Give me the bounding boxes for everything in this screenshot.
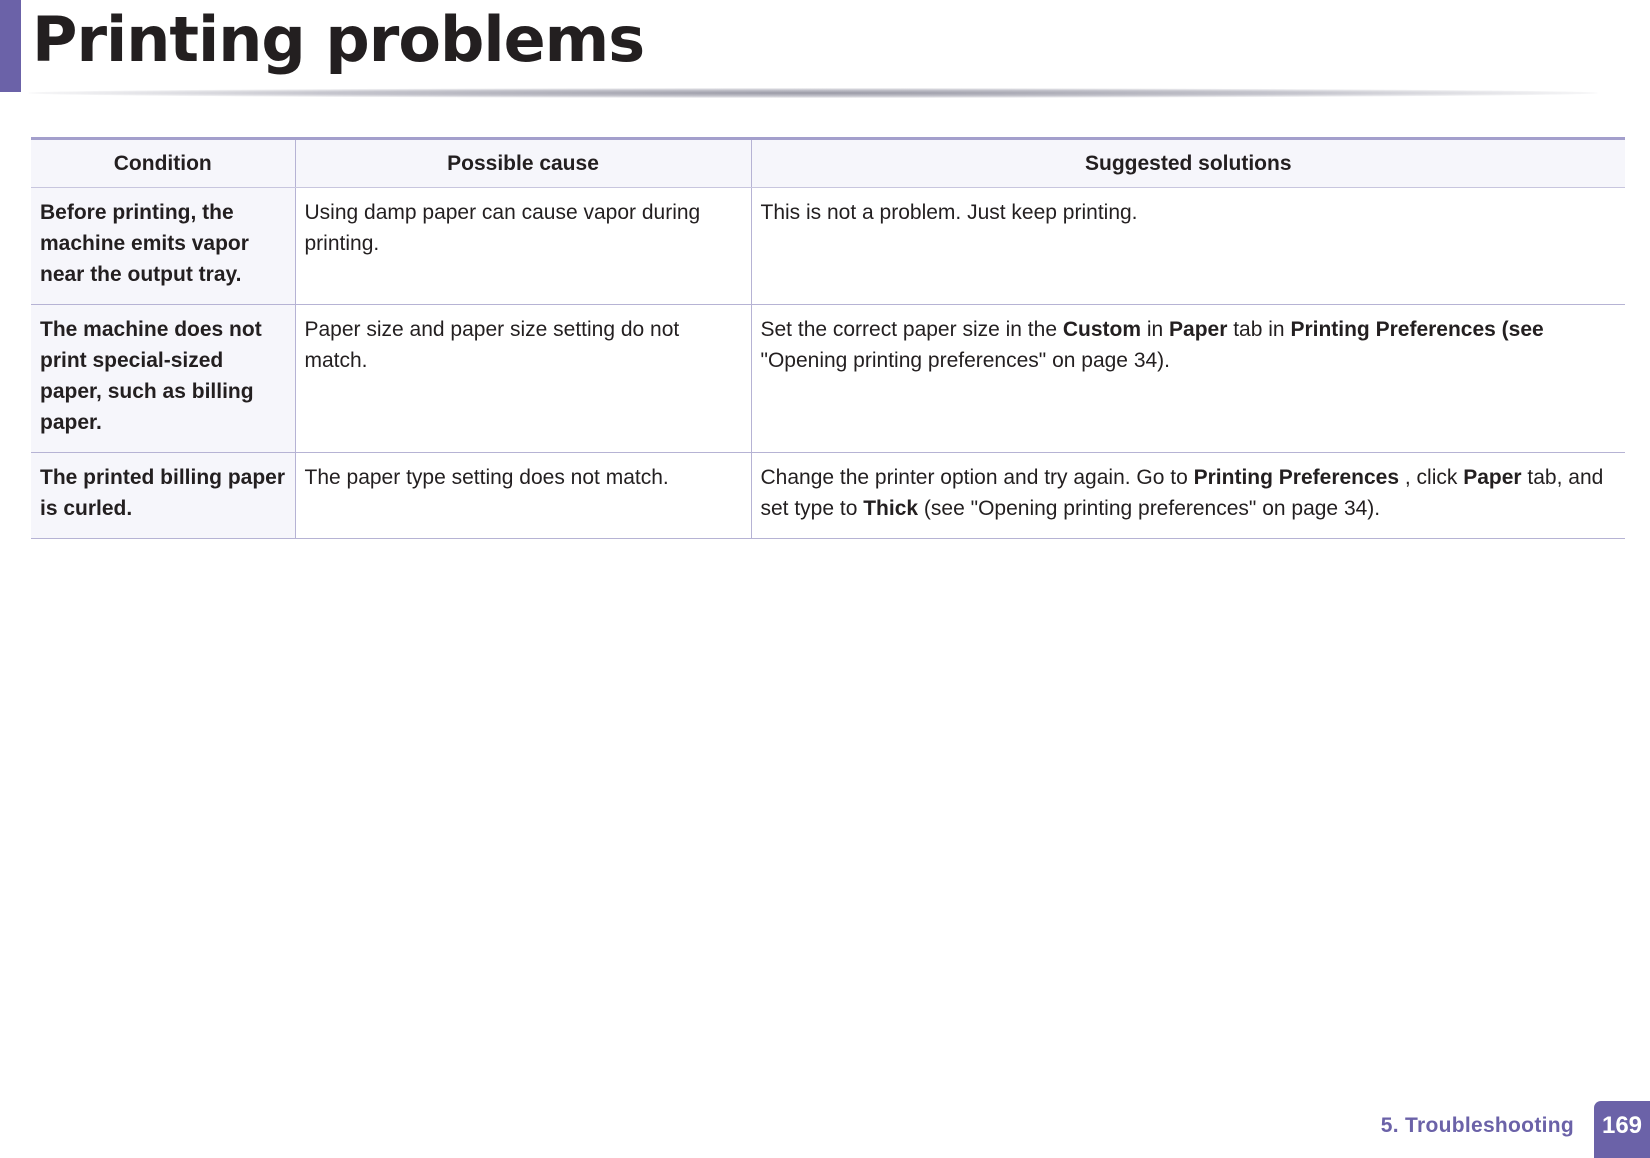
paper-term: Paper [1463, 466, 1522, 489]
solution-text: Set the correct paper size in the [760, 318, 1063, 341]
solution-cell [751, 305, 1625, 453]
title-accent-bar [0, 0, 21, 92]
printing-problems-table [31, 137, 1625, 539]
paper-term: Paper [1169, 318, 1228, 341]
condition-cell: Before printing, the machine emits vapor near the output tray. [31, 188, 295, 305]
cause-cell: Using damp paper can cause vapor during printing. [295, 188, 751, 305]
solution-text: tab in [1227, 318, 1291, 341]
thick-term: Thick [863, 497, 919, 520]
column-header-solutions: Suggested solutions [751, 139, 1625, 188]
printing-preferences-term: Printing Preferences (see [1290, 318, 1544, 341]
column-header-condition: Condition [31, 139, 295, 188]
condition-cell: The machine does not print special-sized paper, such as billing paper. [31, 305, 295, 453]
solution-text: This is not a problem. Just keep printing. [760, 201, 1138, 224]
solution-text: (see "Opening printing preferences" on page 34). [918, 497, 1381, 520]
custom-term: Custom [1062, 318, 1141, 341]
page-number-badge: 169 [1594, 1101, 1650, 1158]
solution-text: "Opening printing preferences" on page 34). [760, 349, 1171, 372]
footer-section-label: 5. Troubleshooting [1380, 1114, 1574, 1137]
printing-preferences-term: Printing Preferences [1193, 466, 1400, 489]
condition-cell: The printed billing paper is curled. [31, 453, 295, 539]
cause-cell: Paper size and paper size setting do not match. [295, 305, 751, 453]
page-title: Printing problems [32, 3, 645, 76]
title-underline [28, 88, 1598, 98]
table-row [31, 305, 1625, 453]
solution-cell [751, 453, 1625, 539]
solution-text: tab, and set type to [760, 466, 1604, 520]
solution-text: Change the printer option and try again. Go to [760, 466, 1194, 489]
cause-cell: The paper type setting does not match. [295, 453, 751, 539]
table-row [31, 188, 1625, 305]
solution-cell [751, 188, 1625, 305]
column-header-cause: Possible cause [295, 139, 751, 188]
table-row [31, 453, 1625, 539]
solution-text: , click [1399, 466, 1464, 489]
table-header-row [31, 139, 1625, 188]
solution-text: in [1141, 318, 1170, 341]
